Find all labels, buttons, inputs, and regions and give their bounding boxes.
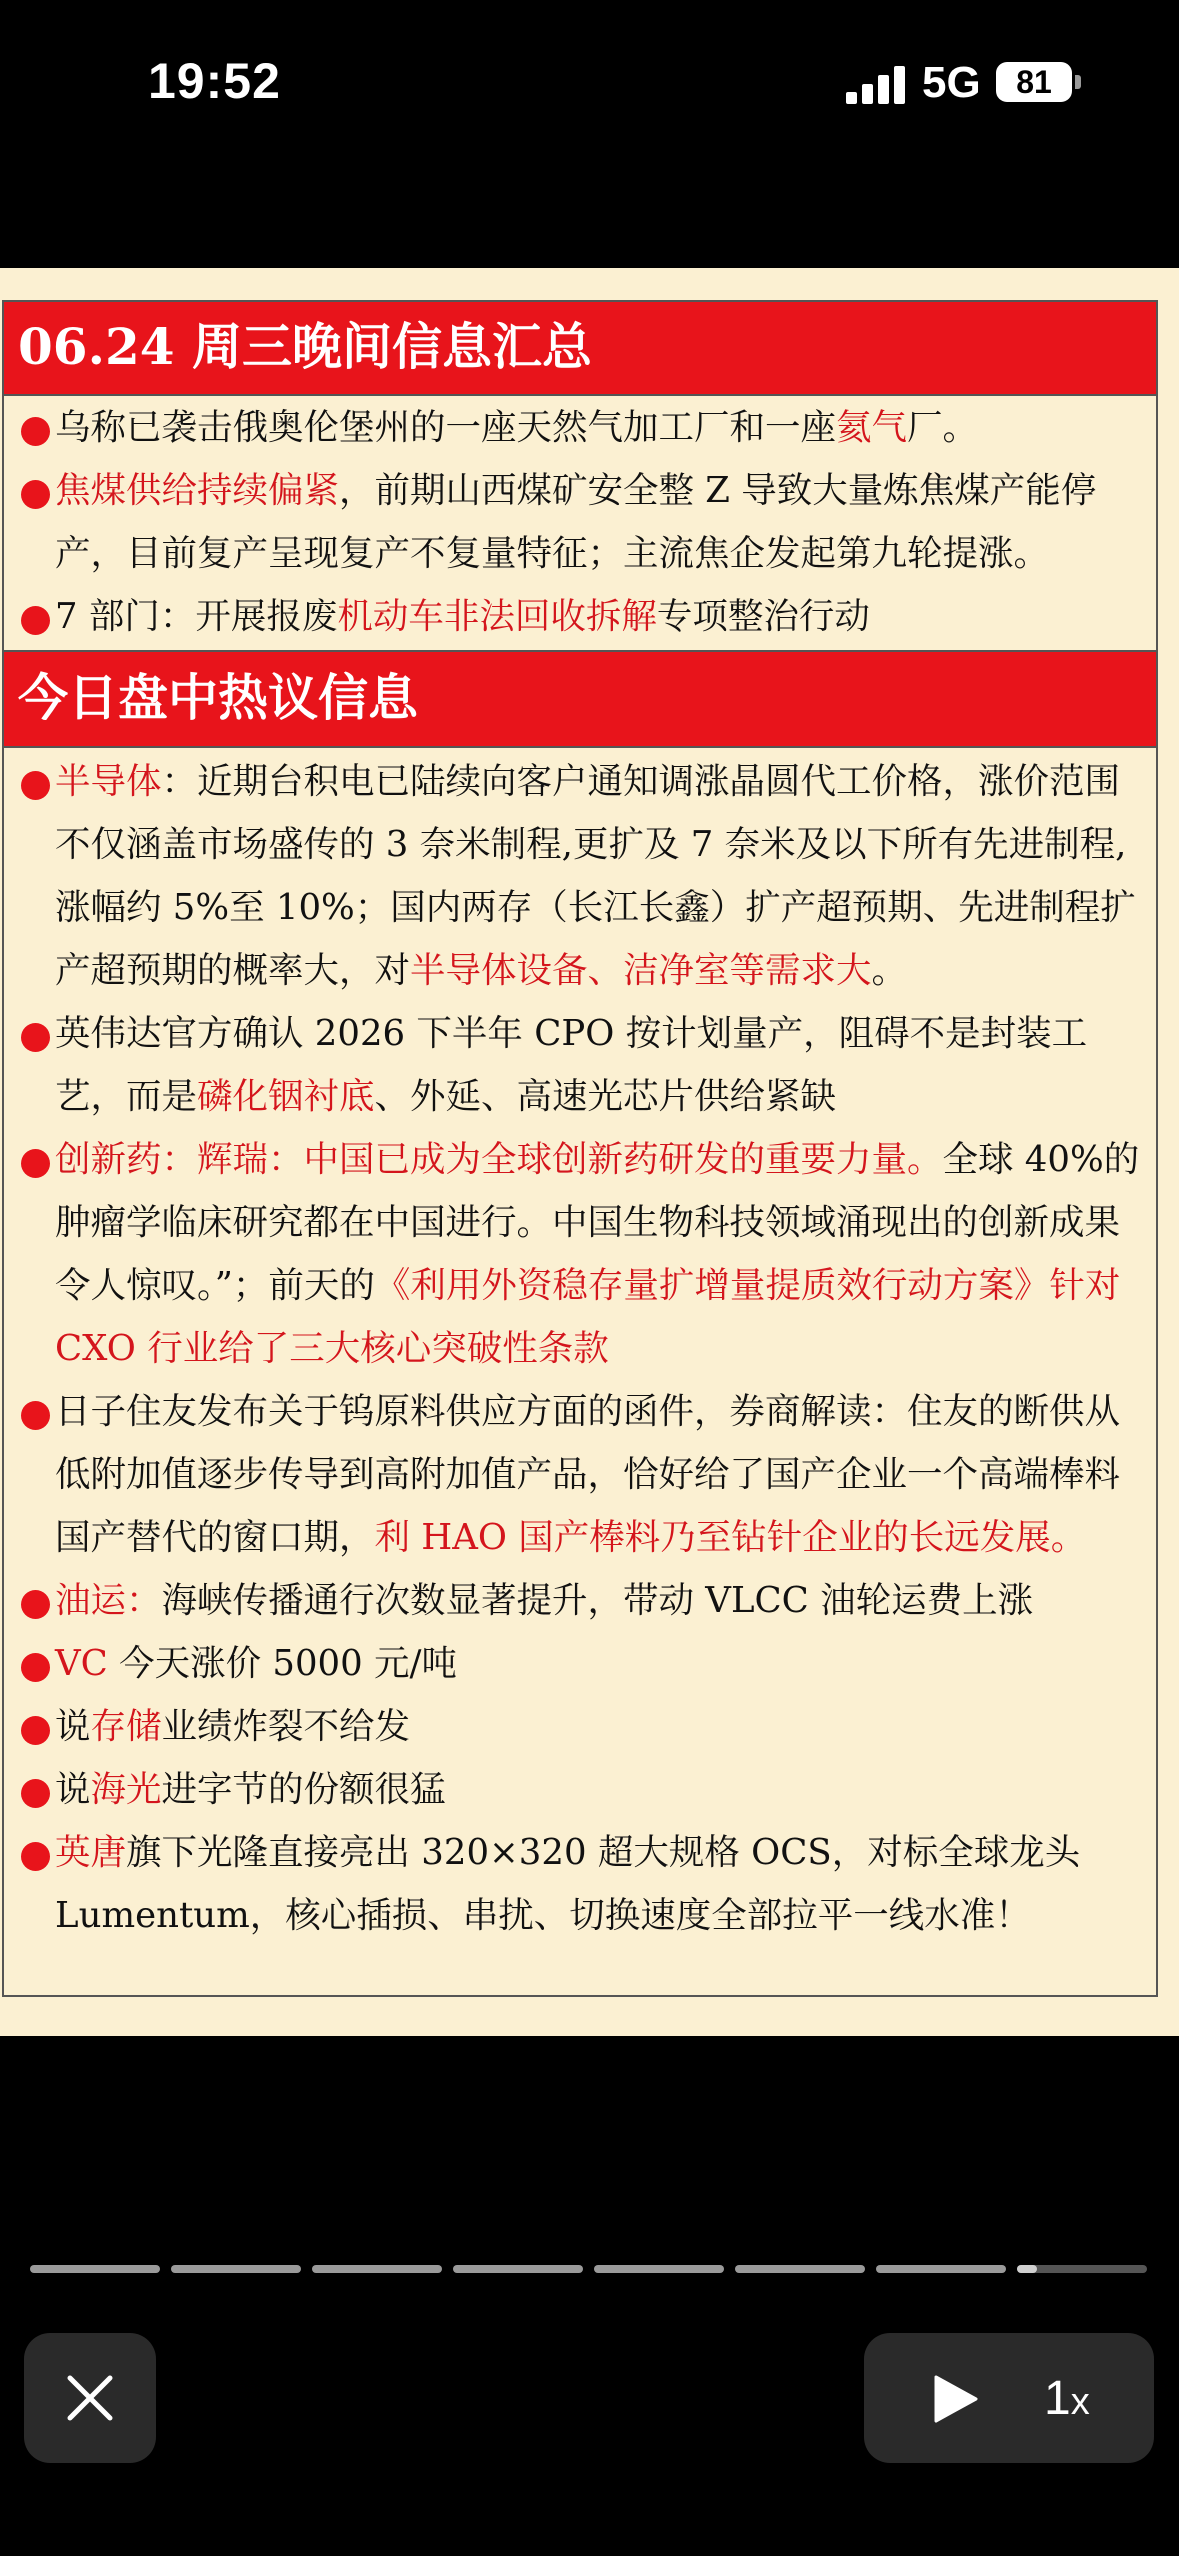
bullet-icon	[21, 417, 50, 446]
speed-suffix: x	[1070, 2381, 1090, 2423]
cellular-signal-icon	[846, 64, 908, 104]
list-item	[4, 1695, 1156, 1758]
bullet-icon	[21, 1590, 50, 1619]
item-text: ：近期台积电已陆续向客户通知调涨晶圆代工价格，涨价范围不仅涵盖市场盛传的 3 奈米制程,更扩及 7 奈米及以下所有先进制程,涨幅约 5%至 10%；国内两存（长江长鑫）扩产超预期、先进制程扩产超预期的概率大，对	[55, 761, 1136, 991]
list-item	[4, 1002, 1156, 1128]
battery-cap	[1075, 75, 1081, 89]
bullet-icon	[21, 1149, 50, 1178]
intraday-info-list	[4, 750, 1156, 1947]
item-text: 日子住友发布关于钨原料供应方面的函件，券商解读：住友的断供从低附加值逐步传导到高附加值产品，恰好给了国产企业一个高端棒料国产替代的窗口期，	[55, 1391, 1121, 1558]
play-icon[interactable]	[930, 2373, 982, 2425]
battery-level: 81	[1016, 64, 1052, 100]
progress-segment	[735, 2265, 865, 2273]
list-item	[4, 1821, 1156, 1947]
highlight-text: 英唐	[55, 1832, 127, 1873]
battery-icon	[996, 62, 1072, 102]
list-item	[4, 1569, 1156, 1632]
highlight-text: 磷化铟衬底	[197, 1076, 375, 1117]
item-text: 旗下光隆直接亮出 320×320 超大规格 OCS，对标全球龙头 Lumentum，核心插损、串扰、切换速度全部拉平一线水准！	[55, 1832, 1081, 1936]
playback-speed-button[interactable]	[1044, 2363, 1090, 2437]
evening-info-list	[4, 396, 1156, 648]
highlight-text: 油运：	[55, 1580, 162, 1621]
list-item	[4, 750, 1156, 1002]
info-panel	[2, 300, 1158, 1997]
list-item	[4, 459, 1156, 585]
status-time: 19:52	[148, 53, 281, 109]
bullet-icon	[21, 1653, 50, 1682]
item-text: 说	[55, 1706, 91, 1747]
highlight-text: 创新药：辉瑞：中国已成为全球创新药研发的重要力量。	[55, 1139, 943, 1180]
list-item	[4, 1128, 1156, 1380]
progress-segment	[876, 2265, 1006, 2273]
progress-segment-fill	[1017, 2265, 1037, 2273]
item-text: 说	[55, 1769, 91, 1810]
bullet-icon	[21, 1842, 50, 1871]
bullet-icon	[21, 1401, 50, 1430]
progress-segment	[30, 2265, 160, 2273]
item-text: 厂。	[907, 407, 979, 448]
highlight-text: 氦气	[836, 407, 908, 448]
close-icon	[66, 2374, 114, 2422]
list-item	[4, 585, 1156, 648]
bullet-icon	[21, 1779, 50, 1808]
progress-segment	[453, 2265, 583, 2273]
item-text: 业绩炸裂不给发	[161, 1706, 411, 1747]
progress-segment	[171, 2265, 301, 2273]
bullet-icon	[21, 480, 50, 509]
item-text: ，前期山西煤矿安全整 Z 导致大量炼焦煤产能停产，目前复产呈现复产不复量特征；主流焦企发起第九轮提涨。	[55, 470, 1097, 574]
item-text: 、外延、高速光芯片供给紧缺	[374, 1076, 837, 1117]
highlight-text: VC	[55, 1643, 108, 1684]
status-bar	[0, 0, 1179, 170]
highlight-text: 海光	[90, 1769, 162, 1810]
highlight-text: 半导体	[55, 761, 162, 802]
speed-number: 1	[1044, 2372, 1071, 2425]
item-text: 专项整治行动	[656, 596, 870, 637]
item-text: 今天涨价 5000 元/吨	[107, 1643, 457, 1684]
highlight-text: 利 HAO 国产棒料乃至钻针企业的长远发展。	[374, 1517, 1087, 1558]
story-progress-bar	[30, 2265, 1150, 2273]
item-text: 全球 40%的肿瘤学临床研究都在中国进行。中国生物科技领域涌现出的创新成果令人惊叹。”；前天的	[55, 1139, 1140, 1306]
section-title-intraday: 今日盘中热议信息	[4, 650, 1156, 748]
item-text: 进字节的份额很猛	[161, 1769, 446, 1810]
highlight-text: 半导体设备、洁净室等需求大	[410, 950, 872, 991]
progress-segment	[594, 2265, 724, 2273]
playback-controls	[864, 2333, 1154, 2463]
list-item	[4, 396, 1156, 459]
highlight-text: 存储	[90, 1706, 162, 1747]
bullet-icon	[21, 1023, 50, 1052]
highlight-text: 焦煤供给持续偏紧	[55, 470, 340, 511]
progress-segment	[1017, 2265, 1147, 2273]
bullet-icon	[21, 771, 50, 800]
item-text: 海峡传播通行次数显著提升，带动 VLCC 油轮运费上涨	[161, 1580, 1034, 1621]
section-title-evening: 06.24 周三晚间信息汇总	[4, 300, 1156, 396]
item-text: 7 部门：开展报废	[55, 596, 338, 637]
list-item	[4, 1380, 1156, 1569]
progress-segment	[312, 2265, 442, 2273]
highlight-text: 机动车非法回收拆解	[337, 596, 657, 637]
bullet-icon	[21, 606, 50, 635]
item-text: 英伟达官方确认 2026 下半年 CPO 按计划量产，阻碍不是封装工艺，而是	[55, 1013, 1088, 1117]
list-item	[4, 1632, 1156, 1695]
list-item	[4, 1758, 1156, 1821]
bullet-icon	[21, 1716, 50, 1745]
close-button[interactable]	[24, 2333, 156, 2463]
highlight-text: 《利用外资稳存量扩增量提质效行动方案》针对 CXO 行业给了三大核心突破性条款	[55, 1265, 1121, 1369]
network-type: 5G	[922, 58, 981, 107]
item-text: 。	[871, 950, 908, 991]
item-text: 乌称已袭击俄奥伦堡州的一座天然气加工厂和一座	[55, 407, 837, 448]
story-content	[0, 268, 1179, 2036]
